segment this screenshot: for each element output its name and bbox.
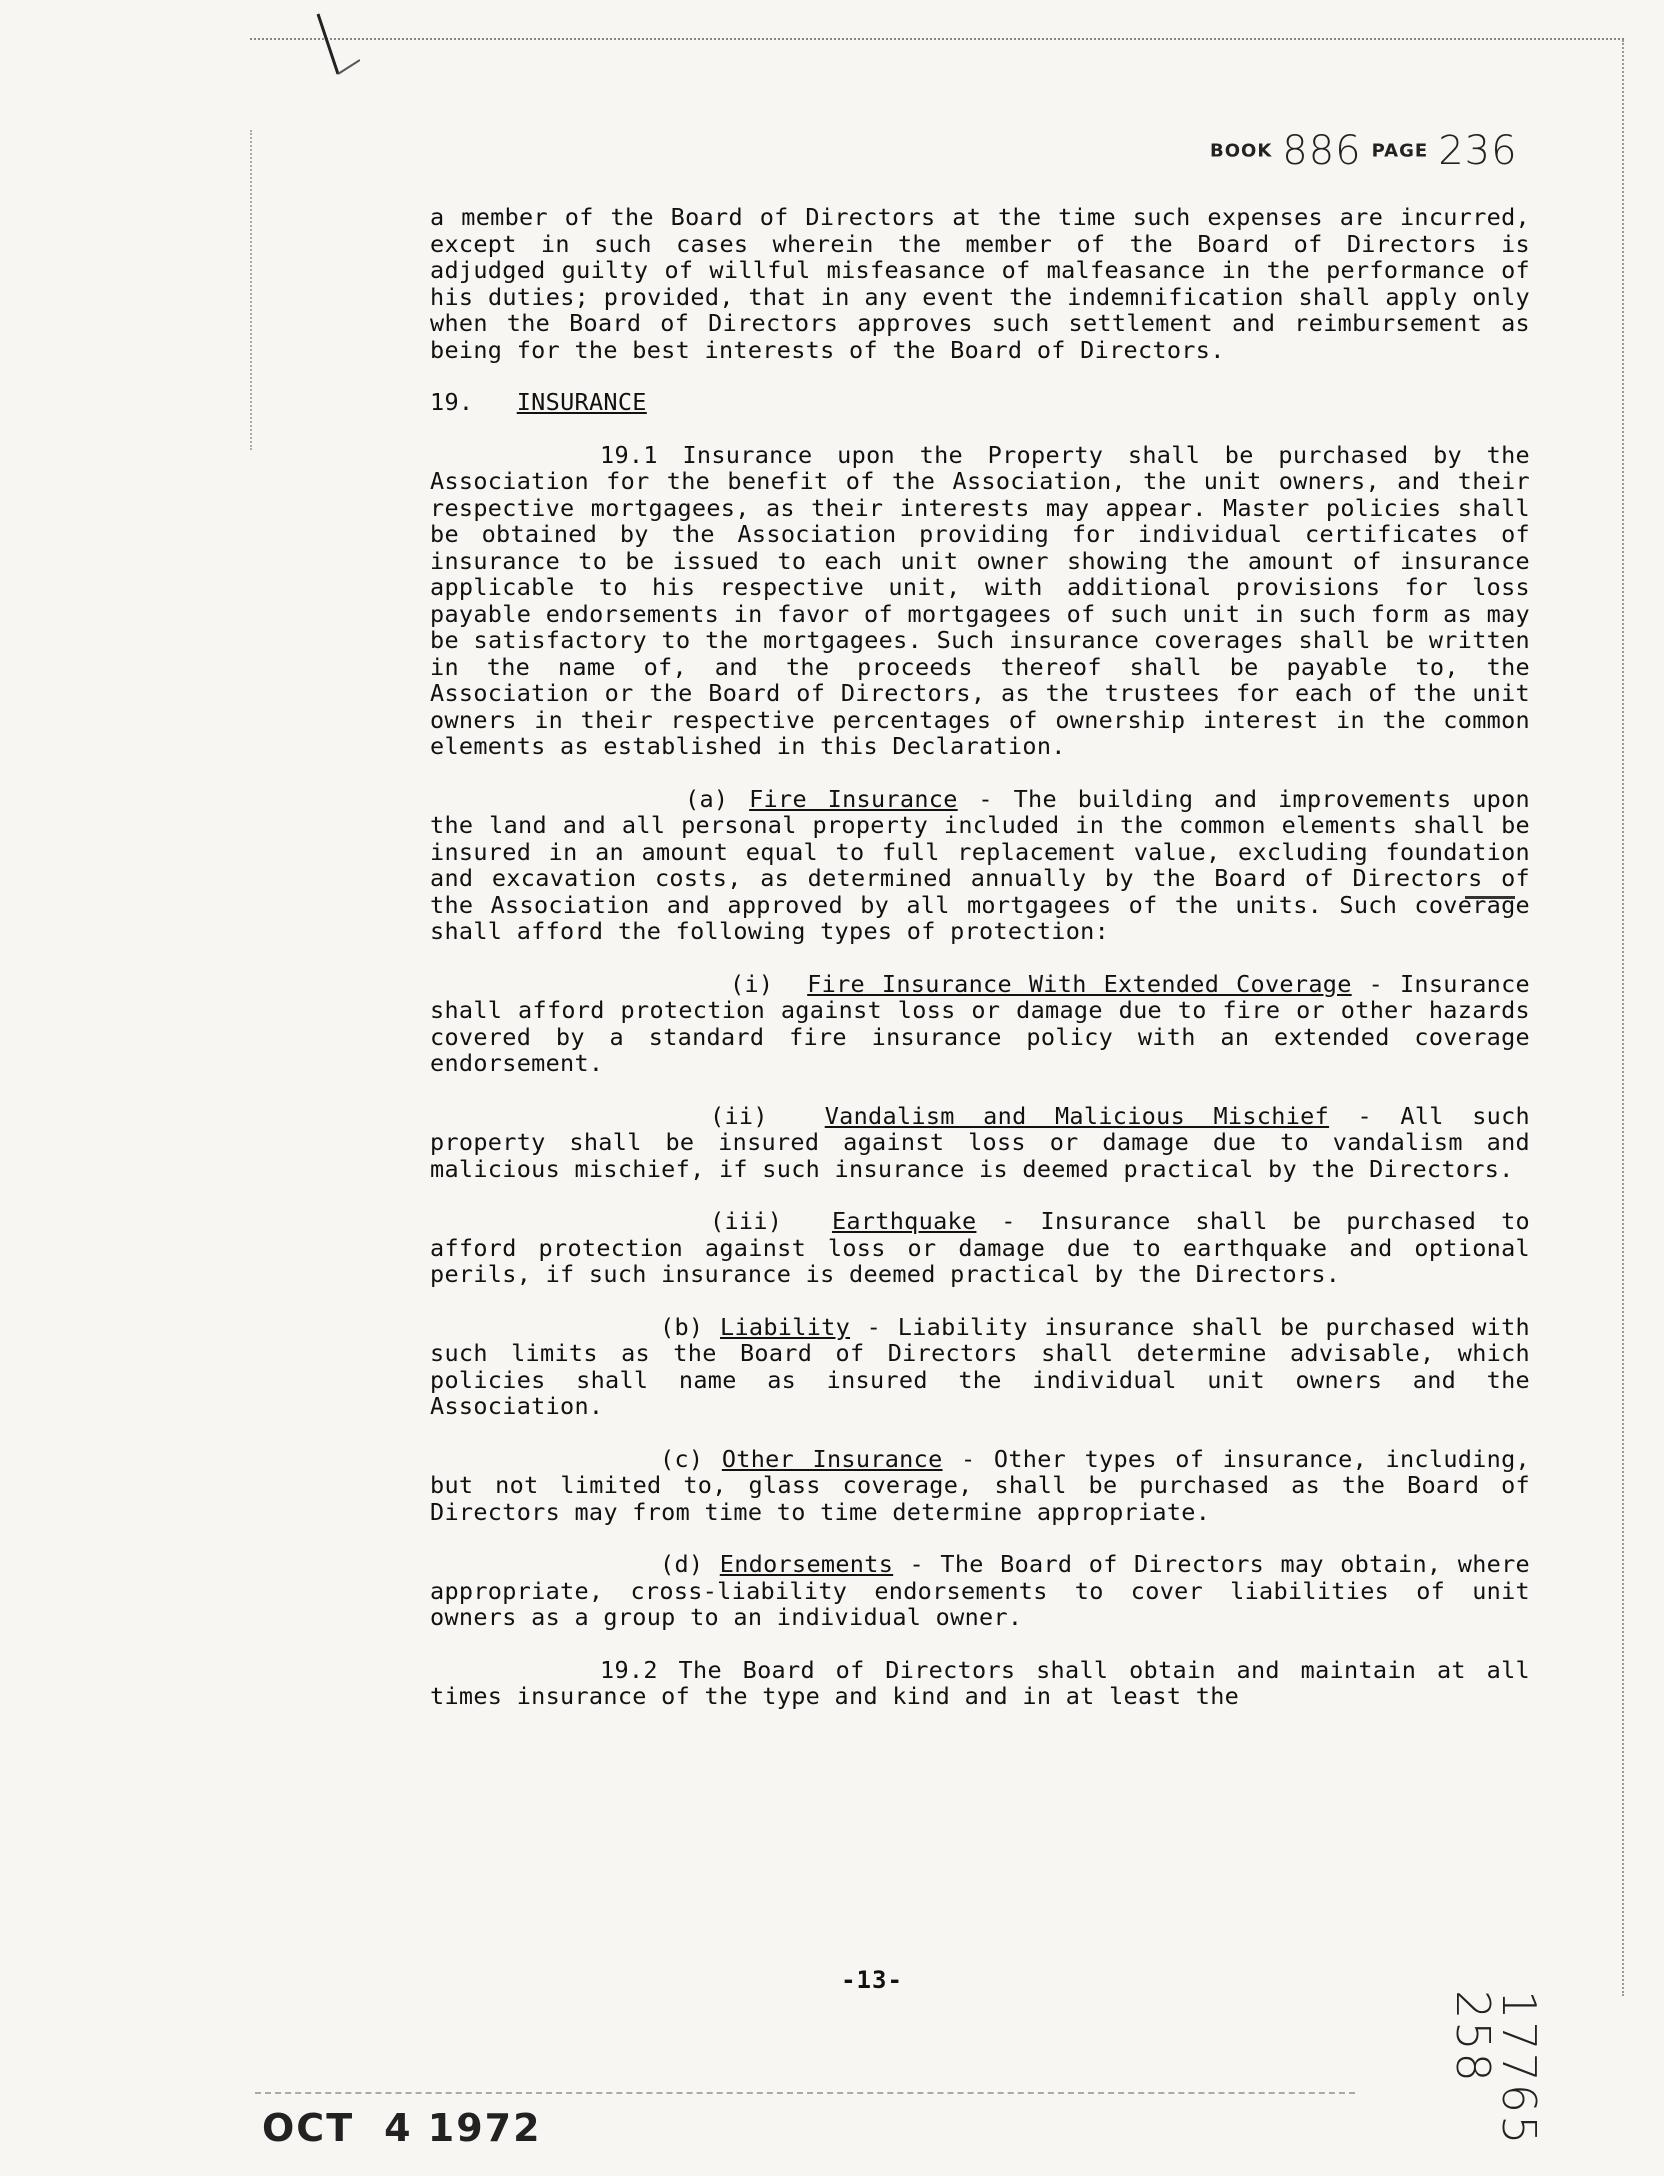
margin-dash-mark — [1465, 896, 1515, 899]
subsection-b — [430, 1314, 1530, 1420]
subsection-c-title: Other Insurance — [721, 1444, 943, 1473]
bottom-rule — [255, 2092, 1355, 2094]
page-number-footer: -13- — [841, 1966, 903, 1994]
section-title: INSURANCE — [516, 388, 647, 416]
stamp-day-year: 4 1972 — [384, 2106, 542, 2150]
subsection-i-label: (i) — [730, 969, 774, 998]
subsection-a-label: (a) — [685, 784, 729, 813]
subsection-ii-title: Vandalism and Malicious Mischief — [824, 1101, 1330, 1130]
subsection-ii-text: - All such property shall be insured against loss or damage due to vandalism and malicious mischief, if such insurance is deemed practical by the Directors. — [430, 1101, 1530, 1183]
paragraph-19-1: 19.1 Insurance upon the Property shall be purchased by the Association for the benefit of the Association, the unit owners, and their respective mortgagees, as their interests may appear. Master policies shall be obtained by the Association providing for individual certificates of insurance to be issued to each unit owner showing the amount of insurance applicable to his respective unit, with additional provisions for loss payable endorsements in favor of mortgagees of such unit in such form as may be satisfactory to the mortgagees. Such insurance coverages shall be written in the name of, and the proceeds thereof shall be payable to, the Association or the Board of Directors, as the trustees for each of the unit owners in their respective percentages of ownership interest in the common elements as established in this Declaration. — [430, 440, 1530, 760]
subsection-a — [430, 786, 1530, 945]
subsection-d-title: Endorsements — [719, 1550, 894, 1578]
page-border-top — [250, 38, 1624, 40]
subsection-b-label: (b) — [660, 1312, 704, 1341]
subsection-iii — [430, 1208, 1530, 1288]
subsection-d-label: (d) — [660, 1550, 704, 1578]
continuation-paragraph: a member of the Board of Directors at the time such expenses are incurred, except in such cases wherein the member of the Board of Directors is adjudged guilty of willful misfeasance of malfeasance in the performance of his duties; provided, that in any event the indemnification shall apply only when the Board of Directors approves such settlement and reimbursement as being for the best interests of the Board of Directors. — [430, 203, 1530, 364]
subsection-a-title: Fire Insurance — [749, 784, 958, 813]
subsection-iii-text: - Insurance shall be purchased to afford protection against loss or damage due to earthquake and optional perils, if such insurance is deemed practical by the Directors. — [430, 1207, 1530, 1288]
subsection-d — [430, 1551, 1530, 1631]
subsection-d-text: - The Board of Directors may obtain, where appropriate, cross-liability endorsements to cover liabilities of unit owners as a group to an individual owner. — [430, 1550, 1530, 1631]
recording-number-stamp: 17765 258 — [1446, 1990, 1546, 2147]
subsection-i-title: Fire Insurance With Extended Coverage — [807, 969, 1352, 998]
subsection-i — [430, 971, 1530, 1077]
paragraph-19-2: 19.2 The Board of Directors shall obtain and maintain at all times insurance of the type and kind and in at least the — [430, 1655, 1530, 1710]
book-page-header — [1210, 128, 1528, 174]
subsection-c-label: (c) — [660, 1444, 704, 1473]
subsection-b-text: - Liability insurance shall be purchased with such limits as the Board of Directors shall determine advisable, which policies shall name as insured the individual unit owners and the Association. — [430, 1312, 1530, 1420]
book-label: BOOK — [1210, 140, 1273, 162]
subsection-iii-label: (iii) — [710, 1207, 783, 1235]
corner-slash-mark — [300, 12, 360, 82]
subsection-c — [430, 1446, 1530, 1526]
subsection-i-text: - Insurance shall afford protection against loss or damage due to fire or other hazards covered by a standard fire insurance policy with an extended coverage endorsement. — [430, 969, 1530, 1077]
page-border-left — [250, 130, 252, 450]
subsection-ii-label: (ii) — [710, 1101, 768, 1130]
page-label: PAGE — [1371, 140, 1429, 162]
subsection-a-text: - The building and improvements upon the land and all personal property included in the common elements shall be insured in an amount equal to full replacement value, excluding foundation and excavation costs, as determined annually by the Board of Directors of the Association and approved by all mortgagees of the units. Such coverage shall afford the following types of protection: — [430, 784, 1531, 945]
section-number: 19. — [430, 388, 474, 416]
subsection-ii — [430, 1103, 1530, 1183]
book-number: 886 — [1282, 128, 1362, 174]
document-body — [430, 204, 1530, 1710]
page-number: 236 — [1438, 128, 1518, 174]
stamp-month: OCT — [262, 2106, 355, 2150]
subsection-b-title: Liability — [720, 1312, 851, 1341]
page-border-right — [1622, 40, 1624, 1996]
subsection-c-text: - Other types of insurance, including, but not limited to, glass coverage, shall be purchased as the Board of Directors may from time to time determine appropriate. — [430, 1444, 1531, 1526]
subsection-iii-title: Earthquake — [831, 1207, 977, 1235]
section-heading — [430, 389, 1530, 416]
recording-date-stamp — [262, 2106, 542, 2150]
